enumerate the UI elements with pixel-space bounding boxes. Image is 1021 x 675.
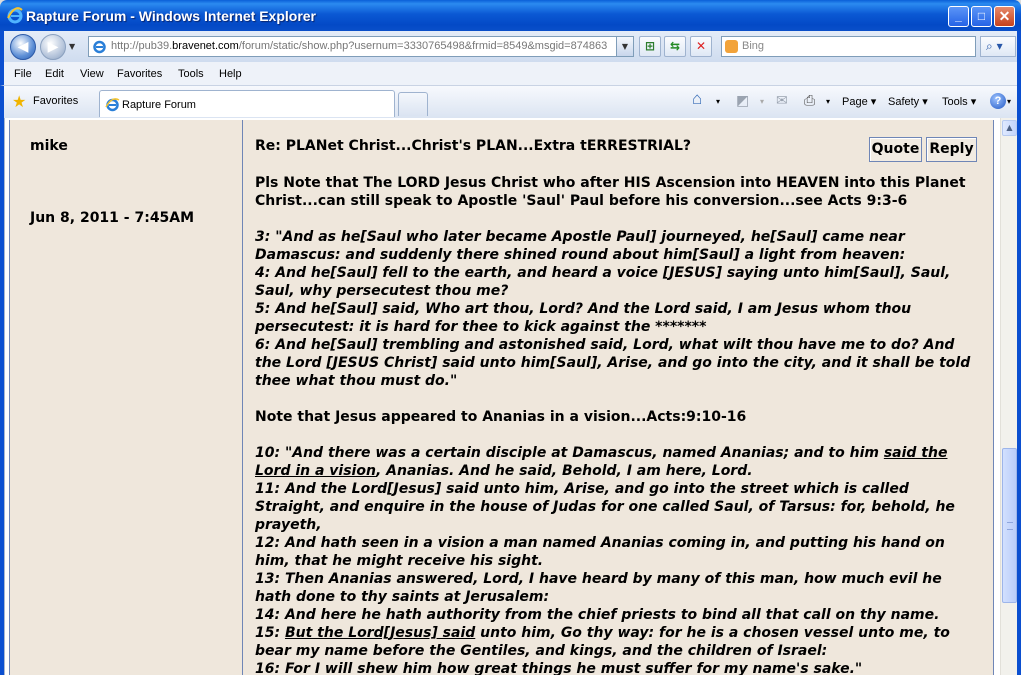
verse-4: 4: And he[Saul] fell to the earth, and heard a voice [JESUS] saying unto him[Saul], Saul, Saul, why persecutest thou me? <box>255 265 951 299</box>
verse-15-end: unto him, Go thy way: for he is a chosen vessel unto me, to bear my name before the Gentiles, and kings, and the children of Israel: <box>255 625 950 659</box>
page-menu-dropdown-icon: ▾ <box>870 96 877 108</box>
menu-tools[interactable]: Tools <box>178 68 204 80</box>
tab-label: Rapture Forum <box>122 99 196 111</box>
post-column-divider <box>242 120 243 675</box>
post-body <box>255 174 980 675</box>
menu-favorites[interactable]: Favorites <box>117 68 163 80</box>
address-path: /forum/static/show.php?usernum=3330765498&frmid=8549&msgid=874863 <box>238 40 608 52</box>
search-button[interactable] <box>980 36 1016 57</box>
favorites-star-icon[interactable]: ★ <box>12 94 27 111</box>
search-icon: ⌕ <box>986 39 993 53</box>
minimize-button[interactable]: _ <box>948 6 969 27</box>
new-tab-button[interactable] <box>398 92 428 116</box>
maximize-button[interactable]: □ <box>971 6 992 27</box>
post-date: Jun 8, 2011 - 7:45AM <box>30 210 195 226</box>
tab-ie-icon <box>105 97 120 112</box>
tab-rapture-forum[interactable] <box>99 90 395 117</box>
verse-11: 11: And the Lord[Jesus] said unto him, Arise, and go into the street which is called Straight, and enquire in the house of Judas for one called Saul, of Tarsus: for, behold, he prayeth, <box>255 481 955 533</box>
verse-10-start: 10: "And there was a certain disciple at Damascus, named Ananias; and to him <box>255 445 884 461</box>
recent-pages-dropdown-icon[interactable]: ▼ <box>69 42 76 51</box>
safety-menu-dropdown-icon: ▾ <box>922 96 928 108</box>
menu-view[interactable]: View <box>80 68 104 80</box>
safety-menu-label: Safety <box>888 96 920 108</box>
post-note: Note that Jesus appeared to Ananias in a vision...Acts:9:10-16 <box>255 409 747 425</box>
quote-button[interactable]: Quote <box>869 137 922 162</box>
window-titlebar <box>0 0 1021 31</box>
page-menu-label: Page <box>842 96 868 108</box>
verse-10-underlined: said the Lord in a vision <box>255 445 948 479</box>
verse-15 <box>255 625 950 659</box>
tools-menu-label: Tools <box>942 96 968 108</box>
refresh-button[interactable]: ⇆ <box>664 36 686 57</box>
verse-15-start: 15: <box>255 625 285 641</box>
address-domain: bravenet.com <box>172 40 239 52</box>
menu-help[interactable]: Help <box>219 68 242 80</box>
menu-file[interactable]: File <box>14 68 32 80</box>
vertical-scrollbar[interactable] <box>1000 118 1017 675</box>
page-icon <box>92 39 107 54</box>
reply-button[interactable]: Reply <box>926 137 977 162</box>
window-title: Rapture Forum - Windows Internet Explorer <box>26 8 317 24</box>
menu-bar <box>0 62 1021 86</box>
safety-menu-button[interactable] <box>888 95 928 108</box>
search-input[interactable] <box>721 36 976 57</box>
search-options-dropdown-icon: ▾ <box>996 39 1003 53</box>
verse-6: 6: And he[Saul] trembling and astonished said, Lord, what wilt thou have me to do? And the Lord [JESUS Christ] said unto him[Saul], Arise, and go into the city, and it shall be told thee what thou must do." <box>255 337 971 389</box>
close-window-button[interactable]: ✕ <box>994 6 1015 27</box>
bing-logo-icon <box>725 40 738 53</box>
ie-logo-icon <box>6 6 24 24</box>
back-button[interactable]: ◀ <box>10 34 36 60</box>
home-icon[interactable]: ⌂ <box>692 89 703 108</box>
tools-menu-button[interactable] <box>942 95 976 108</box>
tools-menu-dropdown-icon: ▾ <box>970 96 977 108</box>
print-icon[interactable]: ⎙ <box>804 92 816 108</box>
search-placeholder: Bing <box>742 40 765 52</box>
stop-button[interactable]: ✕ <box>690 36 712 57</box>
menu-edit[interactable]: Edit <box>45 68 64 80</box>
compatibility-view-button[interactable]: ⊞ <box>639 36 661 57</box>
post-intro: Pls Note that The LORD Jesus Christ who after HIS Ascension into HEAVEN into this Planet Christ...can still speak to Apostle 'Saul' Paul before his conversion...see Acts 9:3-6 <box>255 175 966 209</box>
verse-3: 3: "And as he[Saul who later became Apostle Paul] journeyed, he[Saul] came near Damascus: and suddenly there shined round about him[Saul] a light from heaven: <box>255 229 906 263</box>
page-content <box>4 118 1000 675</box>
verse-12: 12: And hath seen in a vision a man named Ananias coming in, and putting his hand on him, that he might receive his sight. <box>255 535 945 569</box>
feeds-icon[interactable]: ◩ <box>736 92 750 108</box>
favorites-button[interactable]: Favorites <box>33 95 79 107</box>
verse-16: 16: For I will shew him how great things he must suffer for my name's sake." <box>255 661 863 675</box>
verse-5: 5: And he[Saul] said, Who art thou, Lord? And the Lord said, I am Jesus whom thou persecutest: it is hard for thee to kick against the ******* <box>255 301 912 335</box>
page-menu-button[interactable] <box>842 95 876 108</box>
scrollbar-thumb[interactable] <box>1002 448 1017 603</box>
address-prefix: http://pub39. <box>111 40 173 52</box>
window-right-border <box>1017 31 1021 675</box>
home-dropdown-icon[interactable]: ▾ <box>716 97 721 106</box>
verse-14: 14: And here he hath authority from the chief priests to bind all that call on thy name. <box>255 607 940 623</box>
verse-10-end: , Ananias. And he said, Behold, I am here, Lord. <box>375 463 753 479</box>
favorites-bar <box>0 86 1021 118</box>
scroll-up-arrow-icon[interactable]: ▲ <box>1002 120 1017 136</box>
scrollbar-grip <box>1007 522 1013 530</box>
read-mail-icon[interactable]: ✉ <box>776 92 788 108</box>
address-bar[interactable] <box>88 36 634 57</box>
post-subject: Re: PLANet Christ...Christ's PLAN...Extra tERRESTRIAL? <box>255 138 692 154</box>
feeds-dropdown-icon[interactable]: ▾ <box>760 97 765 106</box>
address-dropdown-icon[interactable]: ▼ <box>616 36 634 57</box>
forum-post <box>9 120 994 675</box>
help-dropdown-icon[interactable]: ▾ <box>1007 97 1012 106</box>
help-icon[interactable]: ? <box>990 93 1006 109</box>
verse-15-underlined: But the Lord[Jesus] said <box>284 625 476 641</box>
print-dropdown-icon[interactable]: ▾ <box>826 97 831 106</box>
verse-13: 13: Then Ananias answered, Lord, I have heard by many of this man, how much evil he hath done to thy saints at Jerusalem: <box>255 571 942 605</box>
forward-button[interactable]: ▶ <box>40 34 66 60</box>
navigation-bar <box>0 31 1021 62</box>
verse-10 <box>255 445 947 479</box>
post-author: mike <box>30 138 68 154</box>
